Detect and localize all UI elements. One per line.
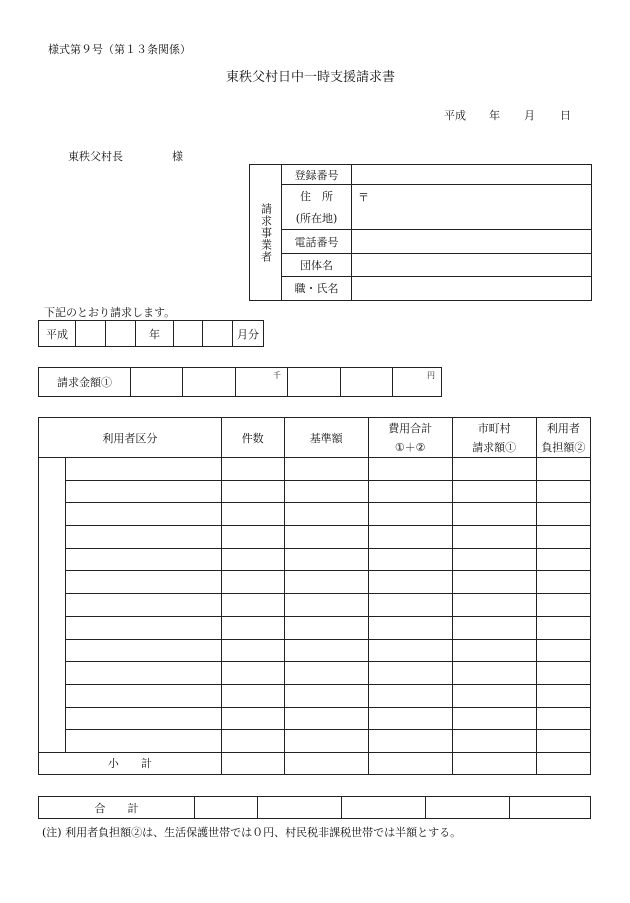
row-total-cell[interactable] — [368, 571, 452, 594]
yen-mark: 円 — [427, 371, 435, 380]
row-municipal-cell[interactable] — [452, 639, 536, 662]
row-category-cell[interactable] — [66, 571, 222, 594]
category-group-cell — [39, 458, 66, 753]
row-category-cell[interactable] — [66, 639, 222, 662]
subtotal-base[interactable] — [284, 752, 368, 774]
row-count-cell[interactable] — [221, 616, 284, 639]
header-municipal — [452, 418, 536, 458]
row-municipal-cell[interactable] — [452, 480, 536, 503]
table-row — [39, 639, 591, 662]
row-base-cell[interactable] — [284, 571, 368, 594]
header-municipal-line2: 請求額① — [472, 440, 517, 454]
header-user-line2: 負担額② — [541, 440, 586, 454]
header-user — [536, 418, 590, 458]
subtotal-municipal[interactable] — [452, 752, 536, 774]
subtotal-total[interactable] — [368, 752, 452, 774]
row-base-cell[interactable] — [284, 526, 368, 549]
row-user-cell[interactable] — [536, 707, 590, 730]
table-row — [39, 480, 591, 503]
row-total-cell[interactable] — [368, 684, 452, 707]
row-base-cell[interactable] — [284, 503, 368, 526]
organization-label: 団体名 — [282, 253, 352, 276]
table-row — [39, 548, 591, 571]
row-count-cell[interactable] — [221, 548, 284, 571]
row-count-cell[interactable] — [221, 503, 284, 526]
row-base-cell[interactable] — [284, 730, 368, 753]
row-municipal-cell[interactable] — [452, 503, 536, 526]
grand-total-count[interactable] — [195, 797, 258, 819]
row-municipal-cell[interactable] — [452, 526, 536, 549]
grand-total-label: 合 計 — [39, 797, 195, 819]
row-count-cell[interactable] — [221, 594, 284, 617]
table-row — [39, 526, 591, 549]
row-user-cell[interactable] — [536, 639, 590, 662]
amount-digit-3[interactable] — [236, 368, 288, 397]
row-total-cell[interactable] — [368, 548, 452, 571]
period-era: 平成 — [39, 321, 76, 347]
row-count-cell[interactable] — [221, 526, 284, 549]
row-user-cell[interactable] — [536, 503, 590, 526]
header-total — [368, 418, 452, 458]
row-user-cell[interactable] — [536, 684, 590, 707]
subtotal-row — [39, 752, 591, 774]
row-user-cell[interactable] — [536, 458, 590, 481]
row-total-cell[interactable] — [368, 639, 452, 662]
row-base-cell[interactable] — [284, 594, 368, 617]
request-text: 下記のとおり請求します。 — [44, 306, 176, 319]
row-user-cell[interactable] — [536, 571, 590, 594]
row-count-cell[interactable] — [221, 571, 284, 594]
main-table — [38, 417, 591, 775]
period-year-digit-1[interactable] — [76, 321, 106, 347]
title-name-field[interactable] — [352, 276, 592, 300]
row-base-cell[interactable] — [284, 684, 368, 707]
header-category: 利用者区分 — [39, 418, 222, 458]
date-month: 月 — [524, 109, 535, 122]
row-base-cell[interactable] — [284, 480, 368, 503]
row-category-cell[interactable] — [66, 594, 222, 617]
claimant-side-label-cell — [250, 165, 282, 301]
row-count-cell[interactable] — [221, 730, 284, 753]
row-category-cell[interactable] — [66, 730, 222, 753]
row-municipal-cell[interactable] — [452, 662, 536, 685]
header-user-line1: 利用者 — [546, 421, 580, 435]
row-count-cell[interactable] — [221, 639, 284, 662]
address-field[interactable] — [352, 185, 592, 230]
period-month-digit-1[interactable] — [174, 321, 203, 347]
row-municipal-cell[interactable] — [452, 548, 536, 571]
grand-total-base[interactable] — [258, 797, 342, 819]
row-category-cell[interactable] — [66, 503, 222, 526]
grand-total-total[interactable] — [342, 797, 426, 819]
row-user-cell[interactable] — [536, 730, 590, 753]
grand-total-table — [38, 796, 591, 819]
row-count-cell[interactable] — [221, 480, 284, 503]
row-category-cell[interactable] — [66, 480, 222, 503]
header-total-line2: ①＋② — [394, 440, 426, 454]
table-row — [39, 616, 591, 639]
phone-field[interactable] — [352, 230, 592, 253]
row-base-cell[interactable] — [284, 616, 368, 639]
addressee-honorific: 様 — [172, 150, 183, 163]
row-base-cell[interactable] — [284, 548, 368, 571]
row-total-cell[interactable] — [368, 480, 452, 503]
period-month-label: 月分 — [233, 321, 264, 347]
row-municipal-cell[interactable] — [452, 730, 536, 753]
row-municipal-cell[interactable] — [452, 458, 536, 481]
amount-table — [38, 367, 442, 397]
row-base-cell[interactable] — [284, 458, 368, 481]
row-user-cell[interactable] — [536, 480, 590, 503]
period-month-digit-2[interactable] — [203, 321, 233, 347]
grand-total-municipal[interactable] — [426, 797, 510, 819]
row-base-cell[interactable] — [284, 662, 368, 685]
row-total-cell[interactable] — [368, 458, 452, 481]
row-category-cell[interactable] — [66, 662, 222, 685]
subtotal-label: 小 計 — [39, 752, 222, 774]
row-category-cell[interactable] — [66, 458, 222, 481]
row-municipal-cell[interactable] — [452, 707, 536, 730]
row-category-cell[interactable] — [66, 548, 222, 571]
row-count-cell[interactable] — [221, 707, 284, 730]
row-user-cell[interactable] — [536, 548, 590, 571]
row-user-cell[interactable] — [536, 594, 590, 617]
period-year-label: 年 — [136, 321, 174, 347]
row-total-cell[interactable] — [368, 503, 452, 526]
row-category-cell[interactable] — [66, 526, 222, 549]
row-category-cell[interactable] — [66, 616, 222, 639]
registration-field[interactable] — [352, 165, 592, 185]
row-base-cell[interactable] — [284, 639, 368, 662]
subtotal-count[interactable] — [221, 752, 284, 774]
row-count-cell[interactable] — [221, 662, 284, 685]
row-count-cell[interactable] — [221, 458, 284, 481]
table-row — [39, 594, 591, 617]
amount-digit-5[interactable] — [341, 368, 393, 397]
addressee-name: 東秩父村長 — [68, 150, 123, 163]
table-row — [39, 503, 591, 526]
header-count: 件数 — [221, 418, 284, 458]
row-municipal-cell[interactable] — [452, 571, 536, 594]
row-user-cell[interactable] — [536, 526, 590, 549]
row-total-cell[interactable] — [368, 616, 452, 639]
grand-total-user[interactable] — [510, 797, 591, 819]
amount-digit-6[interactable] — [393, 368, 442, 397]
row-total-cell[interactable] — [368, 707, 452, 730]
organization-field[interactable] — [352, 253, 592, 276]
row-user-cell[interactable] — [536, 616, 590, 639]
address-label-main: 住 所 — [300, 190, 333, 204]
row-count-cell[interactable] — [221, 684, 284, 707]
period-year-digit-2[interactable] — [106, 321, 136, 347]
row-total-cell[interactable] — [368, 662, 452, 685]
form-number: 様式第９号（第１３条関係） — [48, 43, 191, 56]
thousand-mark: 千 — [273, 371, 281, 380]
postal-mark: 〒 — [358, 191, 369, 205]
table-row — [39, 571, 591, 594]
row-user-cell[interactable] — [536, 662, 590, 685]
header-base: 基準額 — [284, 418, 368, 458]
page-title: 東秩父村日中一時支援請求書 — [226, 70, 396, 85]
subtotal-user[interactable] — [536, 752, 590, 774]
period-table — [38, 320, 264, 347]
table-row — [39, 684, 591, 707]
amount-digit-2[interactable] — [183, 368, 236, 397]
title-name-label: 職・氏名 — [282, 276, 352, 300]
row-total-cell[interactable] — [368, 594, 452, 617]
table-row — [39, 707, 591, 730]
address-label-sub: (所在地) — [295, 212, 338, 226]
claimant-side-label: 請求事業者 — [259, 202, 273, 263]
table-row — [39, 662, 591, 685]
header-municipal-line1: 市町村 — [477, 421, 511, 435]
row-municipal-cell[interactable] — [452, 616, 536, 639]
claimant-table — [249, 164, 592, 301]
row-total-cell[interactable] — [368, 526, 452, 549]
amount-label: 請求金額① — [39, 368, 131, 397]
date-year: 年 — [489, 109, 500, 122]
registration-label: 登録番号 — [282, 165, 352, 185]
footnote: (注) 利用者負担額②は、生活保護世帯では０円、村民税非課税世帯では半額とする。 — [42, 826, 462, 839]
phone-label: 電話番号 — [282, 230, 352, 253]
table-row — [39, 730, 591, 753]
row-municipal-cell[interactable] — [452, 684, 536, 707]
address-label — [282, 185, 352, 230]
row-municipal-cell[interactable] — [452, 594, 536, 617]
row-base-cell[interactable] — [284, 707, 368, 730]
row-category-cell[interactable] — [66, 707, 222, 730]
row-category-cell[interactable] — [66, 684, 222, 707]
main-header-row — [39, 418, 591, 458]
row-total-cell[interactable] — [368, 730, 452, 753]
table-row — [39, 458, 591, 481]
date-era: 平成 — [444, 109, 466, 122]
amount-digit-4[interactable] — [288, 368, 341, 397]
header-total-line1: 費用合計 — [388, 421, 433, 435]
main-table-body — [39, 458, 591, 753]
date-day: 日 — [560, 109, 571, 122]
amount-digit-1[interactable] — [131, 368, 183, 397]
